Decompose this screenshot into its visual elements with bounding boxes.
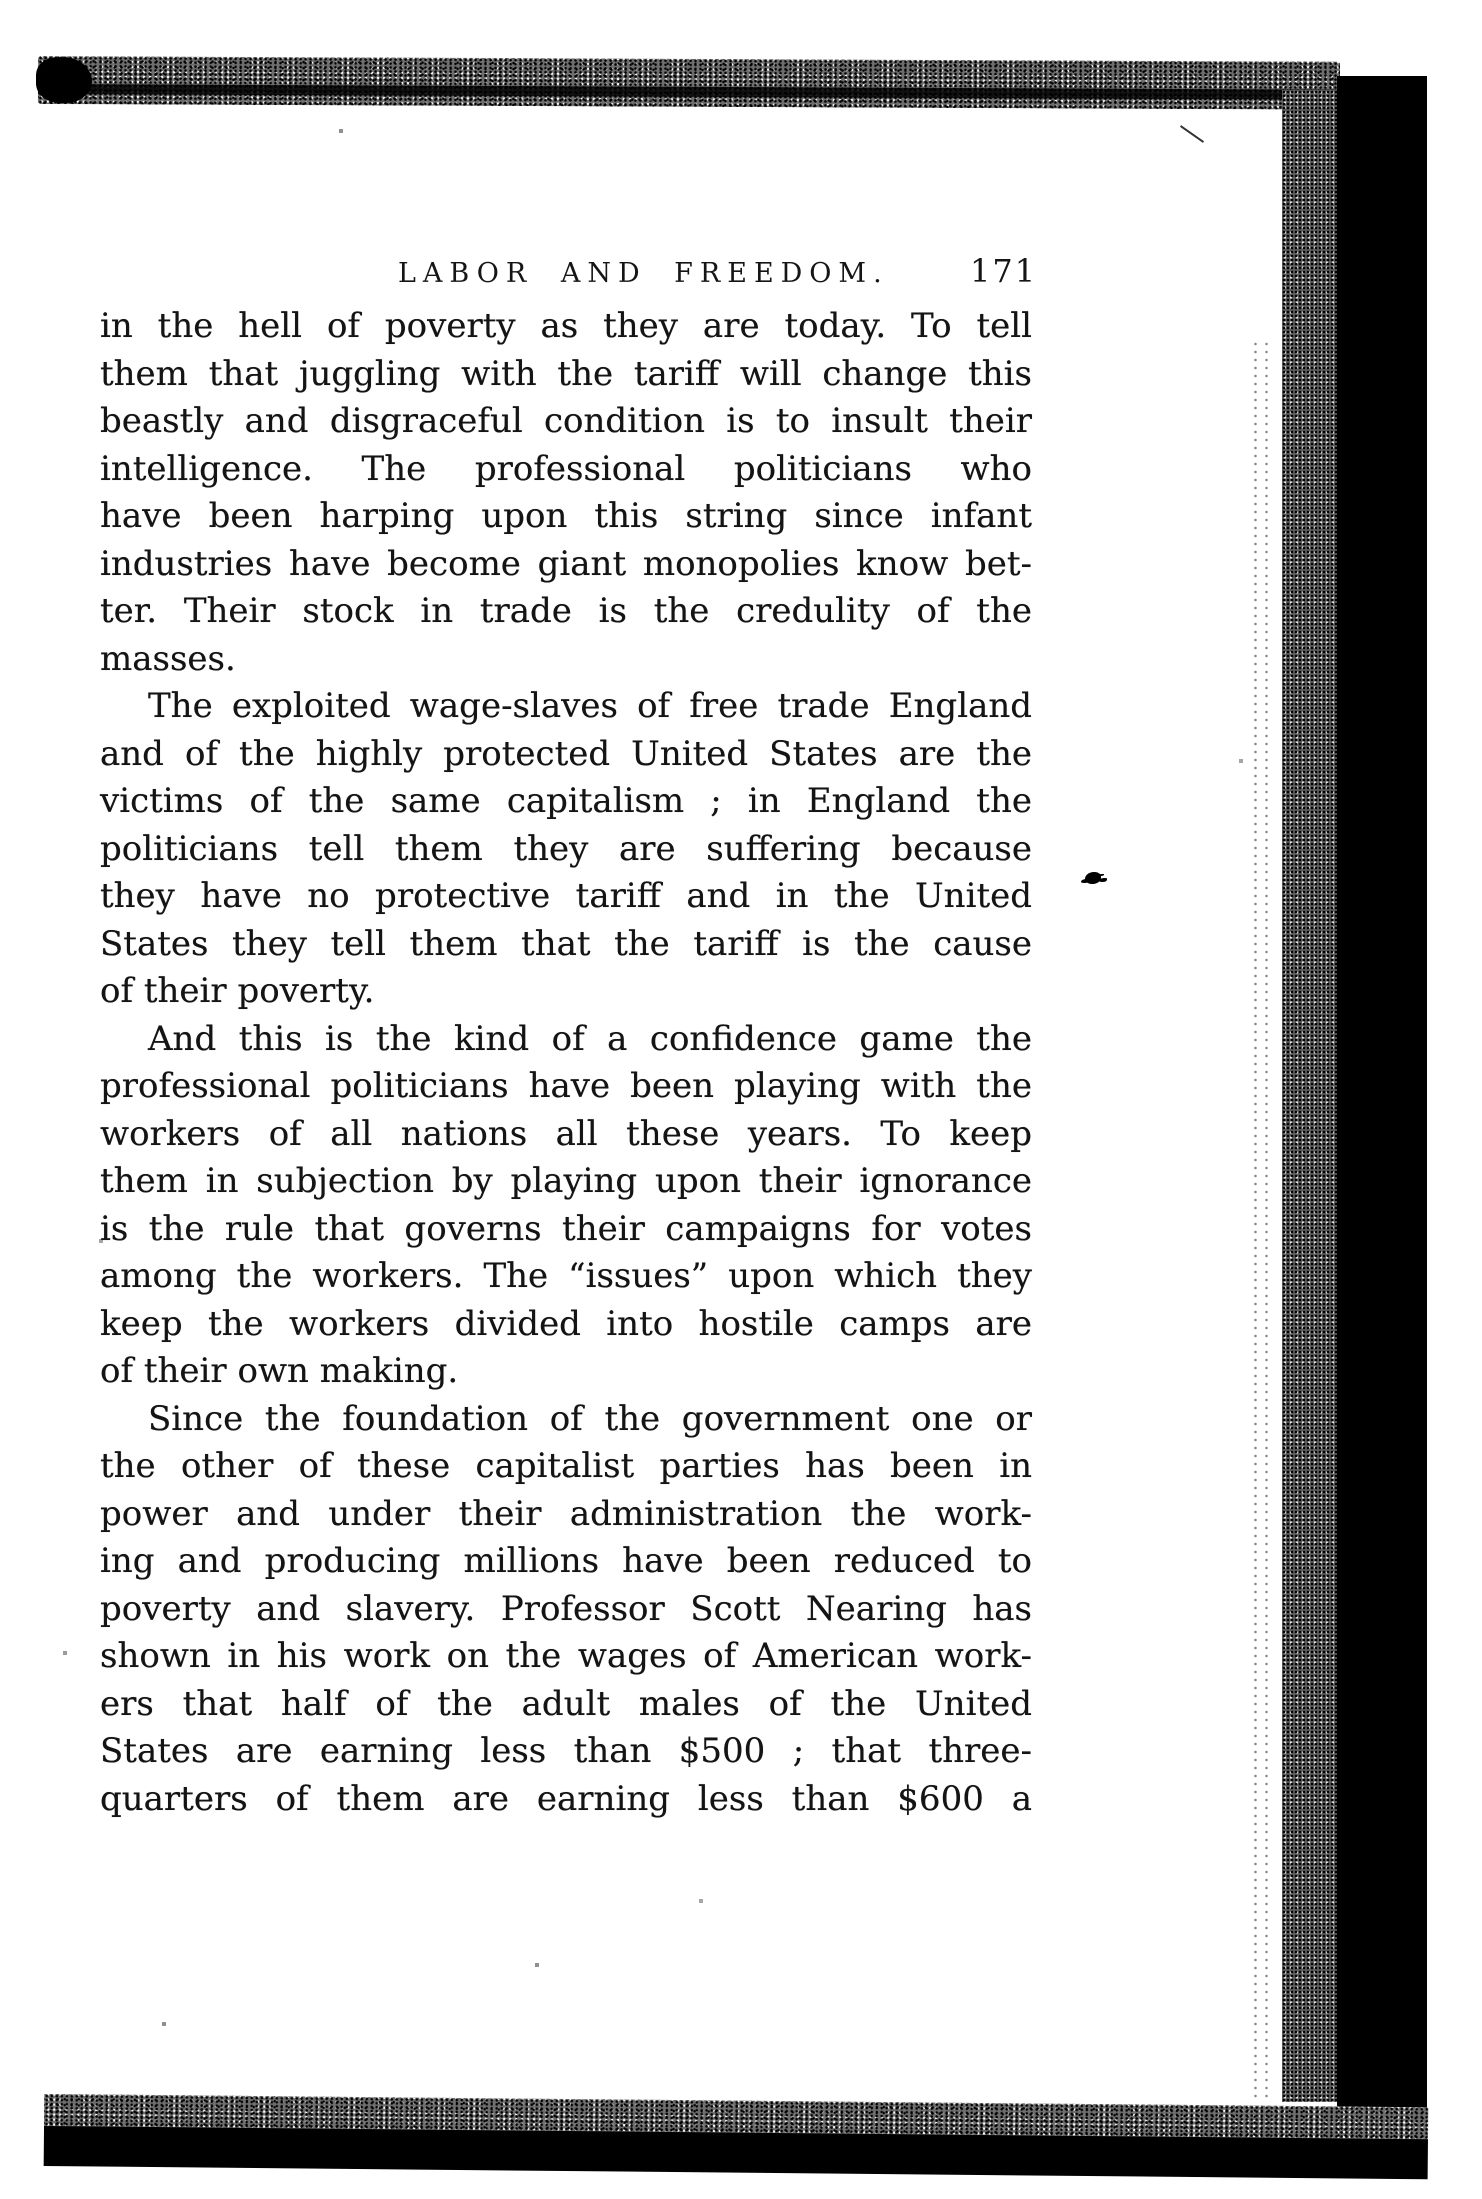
text-line: them that juggling with the tariff will change this bbox=[100, 353, 1032, 394]
scan-top-edge-blob bbox=[36, 57, 92, 103]
ink-blot bbox=[1085, 872, 1101, 884]
text-line: quarters of them are earning less than $600 a bbox=[100, 1778, 1032, 1819]
running-header: LABOR AND FREEDOM. bbox=[398, 258, 889, 289]
text-line: professional politicians have been playing with the bbox=[100, 1066, 1032, 1106]
text-line: is the rule that governs their campaigns for votes bbox=[100, 1208, 1032, 1249]
text-line: masses. bbox=[100, 638, 236, 679]
text-line: shown in his work on the wages of American work- bbox=[100, 1636, 1032, 1676]
text-line: keep the workers divided into hostile camps are bbox=[100, 1303, 1032, 1344]
scan-top-edge-line bbox=[38, 84, 1340, 100]
scan-bottom-edge bbox=[44, 2094, 1429, 2179]
text-line: intelligence. The professional politicians who bbox=[100, 448, 1032, 489]
text-line: they have no protective tariff and in the United bbox=[100, 876, 1032, 916]
text-line: politicians tell them they are suffering because bbox=[100, 828, 1032, 869]
text-line: victims of the same capitalism ; in England the bbox=[100, 781, 1032, 821]
page-edge-dots bbox=[1250, 340, 1276, 2100]
text-line: ter. Their stock in trade is the credulity of the bbox=[100, 591, 1032, 631]
scan-right-edge-speckle bbox=[1282, 90, 1338, 2102]
text-line: Since the foundation of the government one or bbox=[148, 1398, 1032, 1439]
text-line: States are earning less than $500 ; that three- bbox=[100, 1731, 1032, 1771]
dust-specks bbox=[0, 0, 2, 2]
text-line: them in subjection by playing upon their ignorance bbox=[100, 1161, 1032, 1201]
text-line: beastly and disgraceful condition is to insult their bbox=[100, 401, 1032, 441]
text-line: States they tell them that the tariff is the cause bbox=[100, 923, 1032, 964]
text-line: power and under their administration the work- bbox=[100, 1493, 1032, 1534]
body-text bbox=[100, 303, 1032, 1823]
text-line: The exploited wage-slaves of free trade England bbox=[148, 686, 1032, 726]
text-line: poverty and slavery. Professor Scott Nearing has bbox=[100, 1588, 1032, 1629]
text-line: of their own making. bbox=[100, 1351, 459, 1391]
text-line: and of the highly protected United States are the bbox=[100, 733, 1032, 774]
text-line: industries have become giant monopolies know bet- bbox=[100, 543, 1032, 584]
text-line: among the workers. The “issues” upon which they bbox=[100, 1256, 1032, 1296]
text-line: have been harping upon this string since infant bbox=[100, 496, 1032, 536]
scan-top-edge bbox=[38, 56, 1340, 110]
page-corner-crease bbox=[1180, 125, 1204, 143]
text-line: the other of these capitalist parties has been in bbox=[100, 1446, 1032, 1486]
scan-right-edge-black bbox=[1337, 76, 1427, 2166]
text-line: of their poverty. bbox=[100, 971, 375, 1011]
text-line: ing and producing millions have been reduced to bbox=[100, 1541, 1032, 1581]
text-line: And this is the kind of a confidence game the bbox=[148, 1018, 1032, 1059]
text-line: ers that half of the adult males of the United bbox=[100, 1683, 1032, 1724]
text-line: workers of all nations all these years. To keep bbox=[100, 1113, 1032, 1154]
text-line: in the hell of poverty as they are today. To tell bbox=[100, 306, 1032, 346]
page-number: 171 bbox=[970, 252, 1038, 290]
